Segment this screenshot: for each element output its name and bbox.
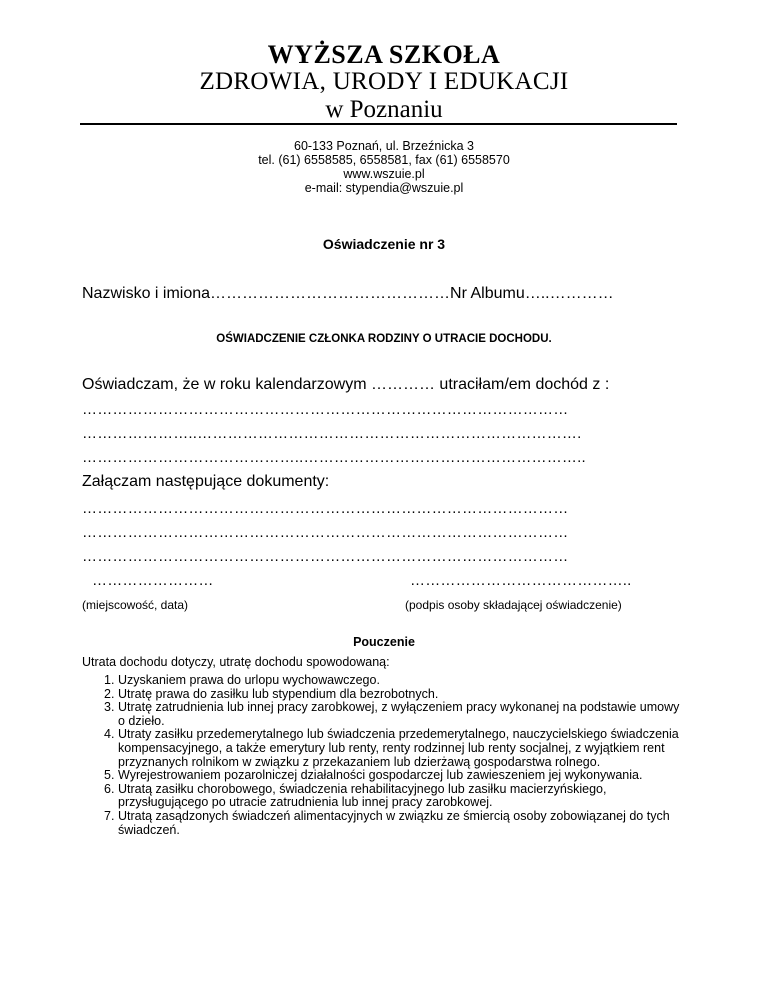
list-item xyxy=(82,769,682,783)
list-item xyxy=(82,688,682,702)
school-name-line1: WYŻSZA SZKOŁA xyxy=(267,40,501,69)
list-item-text: Utratą zasądzonych świadczeń alimentacyjnych w związku ze śmiercią osoby zobowiązanej do tych świadczeń. xyxy=(118,808,670,837)
attachments-label: Załączam następujące dokumenty: xyxy=(82,473,330,490)
email: e-mail: stypendia@wszuie.pl xyxy=(304,181,464,195)
attachment-field-3[interactable]: …………………………………………………………………………………… xyxy=(82,548,569,565)
name-album-field[interactable]: Nazwisko i imiona………………………………………Nr Albumu…..………… xyxy=(82,285,614,302)
website: www.wszuie.pl xyxy=(343,167,425,181)
notice-list xyxy=(82,674,682,837)
attachment-field-1[interactable]: …………………………………………………………………………………… xyxy=(82,500,569,517)
place-date-field[interactable]: …………………… xyxy=(92,572,214,589)
form-title: Oświadczenie nr 3 xyxy=(322,236,446,252)
list-item-text: Utratę prawa do zasiłku lub stypendium dla bezrobotnych. xyxy=(118,686,439,701)
list-item-number: 7. xyxy=(104,808,115,823)
list-item-number: 4. xyxy=(104,727,115,742)
list-item-text: Utraty zasiłku przedemerytalnego lub świadczenia przedemerytalnego, nauczycielskiego świadczenia kompensacyjnego, a także emerytury lub renty, renty rodzinnej lub renty socjalnej, z wyjątkiem rent przyznanych rolnikom w związku z przekazaniem lub dzierżawą gospodarstwa rolnego. xyxy=(118,727,679,769)
header-divider xyxy=(80,123,677,125)
list-item xyxy=(82,701,682,728)
list-item-number: 3. xyxy=(104,700,115,715)
list-item-text: Wyrejestrowaniem pozarolniczej działalności gospodarczej lub zawieszeniem jej wykonywania. xyxy=(118,768,643,783)
list-item-number: 6. xyxy=(104,781,115,796)
list-item xyxy=(82,728,682,769)
list-item-text: Utratę zatrudnienia lub innej pracy zarobkowej, z wyłączeniem pracy wykonanej na podstawie umowy o dzieło. xyxy=(118,700,680,728)
list-item-text: Uzyskaniem prawa do urlopu wychowawczego. xyxy=(118,673,380,687)
attachment-field-2[interactable]: …………………………………………………………………………………… xyxy=(82,524,569,541)
list-item xyxy=(82,783,682,810)
list-item-number: 1. xyxy=(104,673,115,687)
school-name-line2: ZDROWIA, URODY I EDUKACJI xyxy=(199,68,569,95)
list-item-number: 2. xyxy=(104,686,115,701)
income-field-1[interactable]: …………………………………………………………………………………… xyxy=(82,401,569,418)
income-field-2[interactable]: …………………..…………………………………………………………………. xyxy=(82,425,582,442)
list-item xyxy=(82,674,682,688)
list-item xyxy=(82,810,682,837)
form-subtitle: OŚWIADCZENIE CZŁONKA RODZINY O UTRACIE DOCHODU. xyxy=(216,333,552,345)
declaration-line: Oświadczam, że w roku kalendarzowym ………… utraciłam/em dochód z : xyxy=(82,376,610,393)
phone: tel. (61) 6558585, 6558581, fax (61) 6558570 xyxy=(258,153,510,167)
school-city: w Poznaniu xyxy=(325,96,443,123)
list-item-number: 5. xyxy=(104,768,115,783)
notice-intro: Utrata dochodu dotyczy, utratę dochodu spowodowaną: xyxy=(82,655,390,669)
signature-field[interactable]: …………………………………….. xyxy=(410,572,632,589)
income-field-3[interactable]: ……………………………………..……………………………………………….. xyxy=(82,449,586,466)
place-date-label: (miejscowość, data) xyxy=(82,598,189,612)
signature-label: (podpis osoby składającej oświadczenie) xyxy=(405,598,622,612)
list-item-text: Utratą zasiłku chorobowego, świadczenia rehabilitacyjnego lub zasiłku macierzyńskiego, przysługującego po utracie zatrudnienia lub innej pracy zarobkowej. xyxy=(118,781,607,810)
notice-title: Pouczenie xyxy=(353,635,415,649)
address: 60-133 Poznań, ul. Brzeźnicka 3 xyxy=(294,139,474,153)
